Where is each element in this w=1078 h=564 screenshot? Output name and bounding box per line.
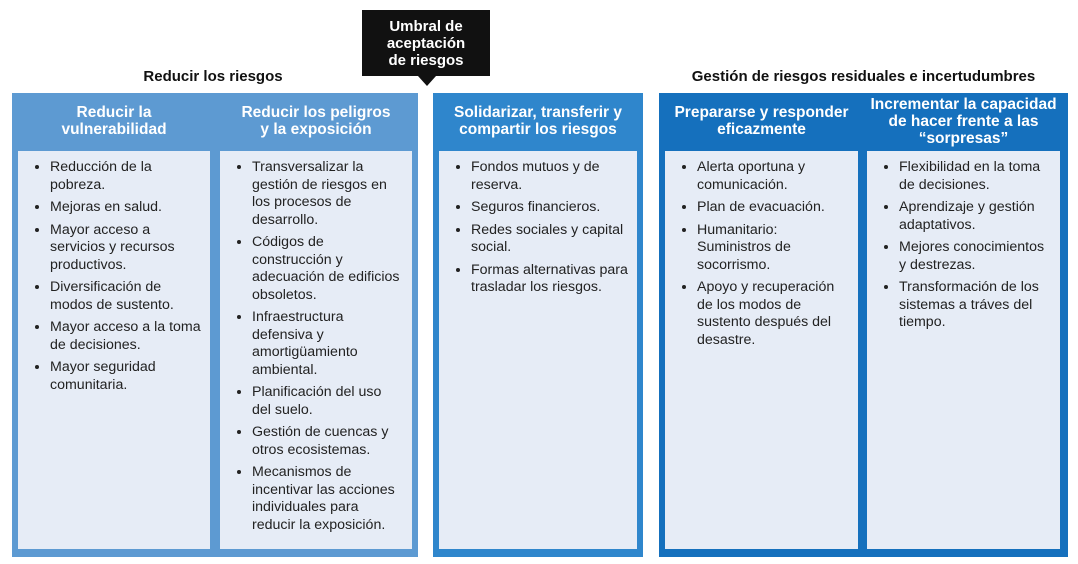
item-list bbox=[679, 159, 850, 349]
list-item: • Mayor acceso a servicios y recursos productivos. bbox=[50, 222, 202, 275]
list-item: • Planificación del uso del suelo. bbox=[252, 384, 404, 419]
item-list bbox=[234, 159, 404, 534]
list-item: • Alerta oportuna y comunicación. bbox=[697, 159, 850, 194]
risk-threshold-label: Umbral de aceptación de riesgos bbox=[386, 17, 466, 69]
column-body-surprises bbox=[867, 151, 1060, 549]
column-body-prepare-respond bbox=[665, 151, 858, 549]
list-item: • Fondos mutuos y de reserva. bbox=[471, 159, 629, 194]
list-item: • Reducción de la pobreza. bbox=[50, 159, 202, 194]
column-body-vulnerability bbox=[18, 151, 210, 549]
column-header-vulnerability: Reducir la vulnerabilidad bbox=[61, 104, 167, 138]
group-title-residual-risks: Gestión de riesgos residuales e incertudumbres bbox=[691, 68, 1036, 85]
list-item: • Aprendizaje y gestión adaptativos. bbox=[899, 199, 1052, 234]
list-item: • Transformación de los sistemas a tráves del tiempo. bbox=[899, 279, 1052, 332]
column-header-hazards-exposure: Reducir los peligros y la exposición bbox=[241, 104, 391, 138]
risk-threshold-callout bbox=[362, 10, 490, 76]
list-item: • Mayor seguridad comunitaria. bbox=[50, 359, 202, 394]
item-list bbox=[32, 159, 202, 394]
column-body-transfer bbox=[439, 151, 637, 549]
frame-transfer-risks bbox=[433, 93, 643, 557]
list-item: • Flexibilidad en la toma de decisiones. bbox=[899, 159, 1052, 194]
group-title-reduce-risks: Reducir los riesgos bbox=[143, 68, 283, 85]
frame-reduce-risks bbox=[12, 93, 418, 557]
list-item: • Diversificación de modos de sustento. bbox=[50, 279, 202, 314]
item-list bbox=[453, 159, 629, 297]
list-item: • Mayor acceso a la toma de decisiones. bbox=[50, 319, 202, 354]
frame-residual-risks bbox=[659, 93, 1068, 557]
list-item: • Códigos de construcción y adecuación de edificios obsoletos. bbox=[252, 234, 404, 304]
list-item: • Plan de evacuación. bbox=[697, 199, 850, 217]
list-item: • Mecanismos de incentivar las acciones individuales para reducir la exposición. bbox=[252, 464, 404, 534]
column-header-surprises: Incrementar la capacidad de hacer frente a las “sorpresas” bbox=[870, 95, 1057, 147]
list-item: • Humanitario: Suministros de socorrismo. bbox=[697, 222, 850, 275]
column-header-prepare-respond: Prepararse y responder eficazmente bbox=[674, 104, 849, 138]
list-item: • Mejoras en salud. bbox=[50, 199, 202, 217]
column-body-hazards-exposure bbox=[220, 151, 412, 549]
list-item: • Mejores conocimientos y destrezas. bbox=[899, 239, 1052, 274]
callout-pointer bbox=[418, 76, 436, 86]
list-item: • Infraestructura defensiva y amortigüamiento ambiental. bbox=[252, 309, 404, 379]
column-header-transfer: Solidarizar, transferir y compartir los riesgos bbox=[454, 104, 622, 138]
list-item: • Formas alternativas para trasladar los riesgos. bbox=[471, 262, 629, 297]
list-item: • Apoyo y recuperación de los modos de sustento después del desastre. bbox=[697, 279, 850, 349]
list-item: • Seguros financieros. bbox=[471, 199, 629, 217]
item-list bbox=[881, 159, 1052, 332]
list-item: • Transversalizar la gestión de riesgos en los procesos de desarrollo. bbox=[252, 159, 404, 229]
list-item: • Gestión de cuencas y otros ecosistemas. bbox=[252, 424, 404, 459]
list-item: • Redes sociales y capital social. bbox=[471, 222, 629, 257]
